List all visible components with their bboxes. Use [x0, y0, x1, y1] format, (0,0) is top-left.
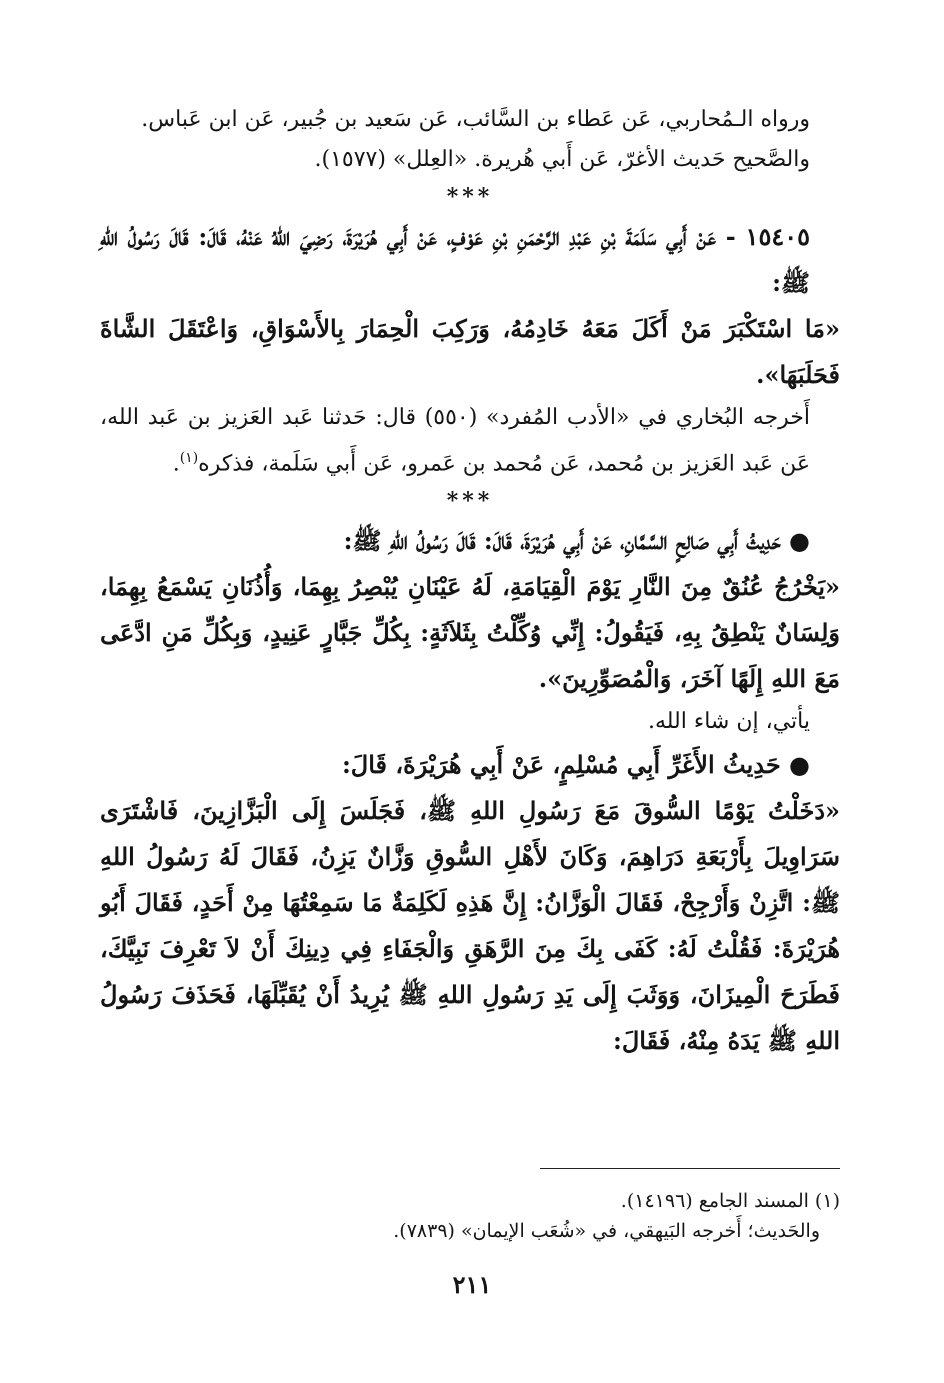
page-body	[100, 100, 840, 1064]
bullet-dot: ●	[780, 750, 810, 780]
takhrij-end: .	[172, 451, 180, 477]
note: يأتي، إن شاء الله.	[647, 709, 810, 735]
hadith-text: «دَخَلْتُ يَوْمًا السُّوقَ مَعَ رَسُولِ اللهِ ﷺ، فَجَلَسَ إِلَى الْبَزَّازِينَ، فَاشْتَرَى سَرَاوِيلَ بِأَرْبَعَةِ دَرَاهِمَ، وَكَانَ لأَهْلِ السُّوقِ وَزَّانٌ يَزِنُ، فَقَالَ لَهُ رَسُولُ اللهِ ﷺ: اتَّزِنْ وَأَرْجِحْ، فَقَالَ الْوَزَّانُ: إِنَّ هَذِهِ لَكَلِمَةٌ مَا سَمِعْتُهَا مِنْ أَحَدٍ، فَقَالَ أَبُو هُرَيْرَةَ: فَقُلْتُ لَهُ: كَفَى بِكَ مِنَ الرَّهَقِ وَالْجَفَاءِ فِي دِينِكَ أَنْ لاَ تَعْرِفَ نَبِيَّكَ، فَطَرَحَ الْمِيزَانَ، وَوَثَبَ إِلَى يَدِ رَسُولِ اللهِ ﷺ يُرِيدُ أَنْ يُقَبِّلَهَا، فَحَذَفَ رَسُولُ اللهِ ﷺ يَدَهُ مِنْهُ، فَقَالَ:	[100, 796, 840, 1056]
page-number: ٢١١	[452, 1270, 492, 1299]
paragraph: والصَّحيح حَديث الأغرّ، عَن أَبي هُريرة. «العِلل» (١٥٧٧).	[314, 147, 810, 172]
hadith-text: «مَا اسْتَكْبَرَ مَنْ أَكَلَ مَعَهُ خَادِمُهُ، وَرَكِبَ الْحِمَارَ بِالأَسْوَاقِ، وَاعْتَقَلَ الشَّاةَ فَحَلَبَهَا».	[100, 314, 840, 389]
footnote-ref: (١)	[179, 450, 199, 466]
hadith-text: «يَخْرُجُ عُنُقٌ مِنَ النَّارِ يَوْمَ الْقِيَامَةِ، لَهُ عَيْنَانِ يُبْصِرُ بِهِمَا، وَأُذُنَانِ يَسْمَعُ بِهِمَا، وَلِسَانٌ يَنْطِقُ بِهِ، فَيَقُولُ: إِنِّي وُكِّلْتُ بِثَلاَثَةٍ: بِكُلِّ جَبَّارٍ عَنِيدٍ، وَبِكُلِّ مَنِ ادَّعَى مَعَ اللهِ إِلَهًا آخَرَ، وَالْمُصَوِّرِينَ».	[100, 572, 840, 694]
bullet-heading-text: حَدِيثُ أَبِي صَالِحٍ السَّمَّانِ، عَنْ أَبِي هُرَيْرَةَ، قَالَ: قَالَ رَسُولُ اللهِ ﷺ:	[343, 526, 781, 556]
footnote-rule	[540, 1168, 840, 1169]
separator-stars: ***	[446, 488, 494, 515]
takhrij-paragraph	[100, 398, 840, 484]
paragraph: ورواه الـمُحاربي، عَن عَطاء بن السَّائب، عَن سَعيد بن جُبير، عَن ابن عَباس.	[141, 107, 810, 132]
takhrij-text: أَخرجه البُخاري في «الأدب المُفرد» (٥٥٠) قال: حَدثنا عَبد العَزيز بن عَبد الله، عَن عَبد العَزيز بن مُحمد، عَن مُحمد بن عَمرو، عَن أَبي سَلَمة، فذكره	[100, 405, 810, 477]
bullet-dot: ●	[780, 526, 810, 556]
bullet-heading-text: حَدِيثُ الأَغَرِّ أَبِي مُسْلِمٍ، عَنْ أَبِي هُرَيْرَةَ، قَالَ:	[341, 750, 781, 780]
footnote: والحَديث؛ أَخرجه البَيهقي، في «شُعَب الإيمان» (٧٨٣٩).	[393, 1220, 820, 1242]
hadith-chain: ١٥٤٠٥ - عَنْ أَبِي سَلَمَةَ بْنِ عَبْدِ الرَّحْمَنِ بْنِ عَوْفٍ، عَنْ أَبِي هُرَيْرَةَ، رَضِيَ اللهُ عَنْهُ، قَالَ: قَالَ رَسُولُ اللهِ ﷺ:	[100, 222, 810, 297]
separator-stars: ***	[446, 184, 494, 210]
bullet-heading	[100, 742, 840, 788]
bullet-heading	[100, 518, 840, 564]
footnote: (١) المسند الجامع (١٤١٩٦).	[620, 1190, 840, 1212]
